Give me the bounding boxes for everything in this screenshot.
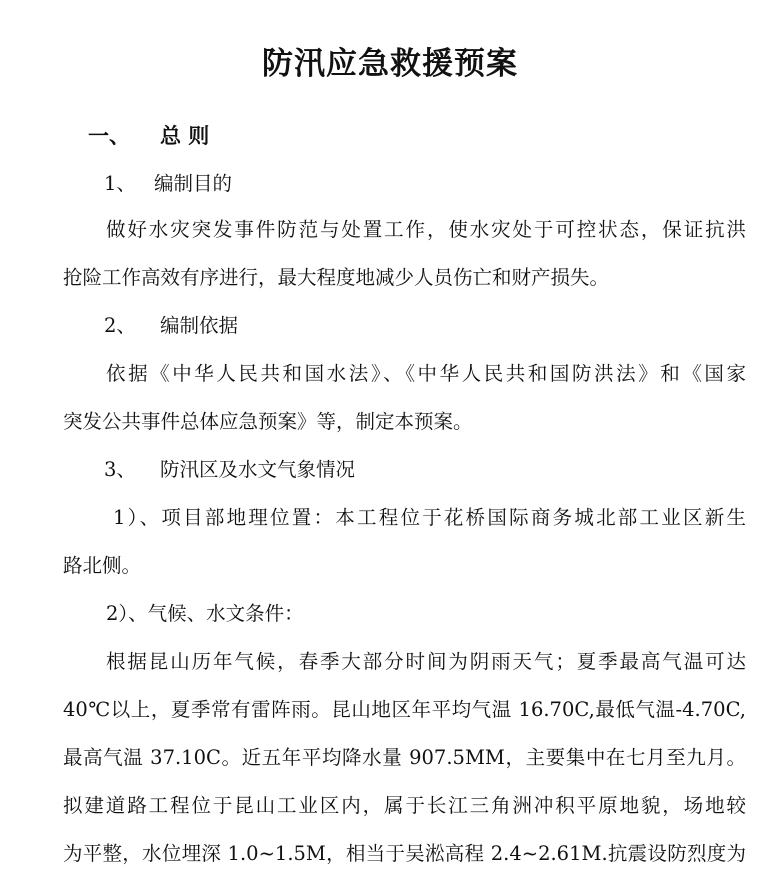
subsection-number: 2、 bbox=[104, 314, 136, 337]
section-number: 一、 bbox=[88, 124, 130, 148]
paragraph-climate-line-5: 为平整，水位埋深 1.0~1.5M，相当于吴淞高程 2.4~2.61M.抗震设防烈度为 bbox=[63, 842, 746, 865]
item-location-line-1: 1）、项目部地理位置：本工程位于花桥国际商务城北部工业区新生 bbox=[113, 506, 746, 529]
section-heading-general bbox=[88, 124, 209, 148]
subsection-heading-flood-area bbox=[104, 458, 355, 482]
paragraph-basis-line-1: 依据《中华人民共和国水法》、《中华人民共和国防洪法》和《国家 bbox=[106, 362, 746, 385]
paragraph-climate-line-4: 拟建道路工程位于昆山工业区内，属于长江三角洲冲积平原地貌，场地较 bbox=[63, 794, 746, 817]
item-climate-heading: 2）、气候、水文条件： bbox=[106, 602, 304, 625]
subsection-heading-purpose bbox=[104, 172, 232, 196]
paragraph-purpose-line-2: 抢险工作高效有序进行，最大程度地减少人员伤亡和财产损失。 bbox=[63, 266, 610, 289]
item-location-line-2: 路北侧。 bbox=[63, 554, 142, 577]
paragraph-basis-line-2: 突发公共事件总体应急预案》等，制定本预案。 bbox=[63, 410, 473, 433]
subsection-heading-basis bbox=[104, 314, 238, 338]
subsection-number: 3、 bbox=[104, 458, 136, 481]
document-title: 防汛应急救援预案 bbox=[262, 46, 518, 82]
paragraph-climate-line-3: 最高气温 37.10C。近五年平均降水量 907.5MM，主要集中在七月至九月。 bbox=[63, 746, 746, 769]
subsection-number: 1、 bbox=[104, 172, 136, 195]
paragraph-climate-line-1: 根据昆山历年气候，春季大部分时间为阴雨天气；夏季最高气温可达 bbox=[106, 650, 746, 673]
section-title: 总 则 bbox=[160, 124, 210, 148]
paragraph-purpose-line-1: 做好水灾突发事件防范与处置工作，使水灾处于可控状态，保证抗洪 bbox=[106, 218, 746, 241]
paragraph-climate-line-2: 40℃以上，夏季常有雷阵雨。昆山地区年平均气温 16.70C,最低气温-4.70C, bbox=[63, 698, 746, 721]
subsection-title: 编制目的 bbox=[154, 172, 233, 195]
subsection-title: 编制依据 bbox=[160, 314, 239, 337]
subsection-title: 防汛区及水文气象情况 bbox=[160, 458, 356, 481]
